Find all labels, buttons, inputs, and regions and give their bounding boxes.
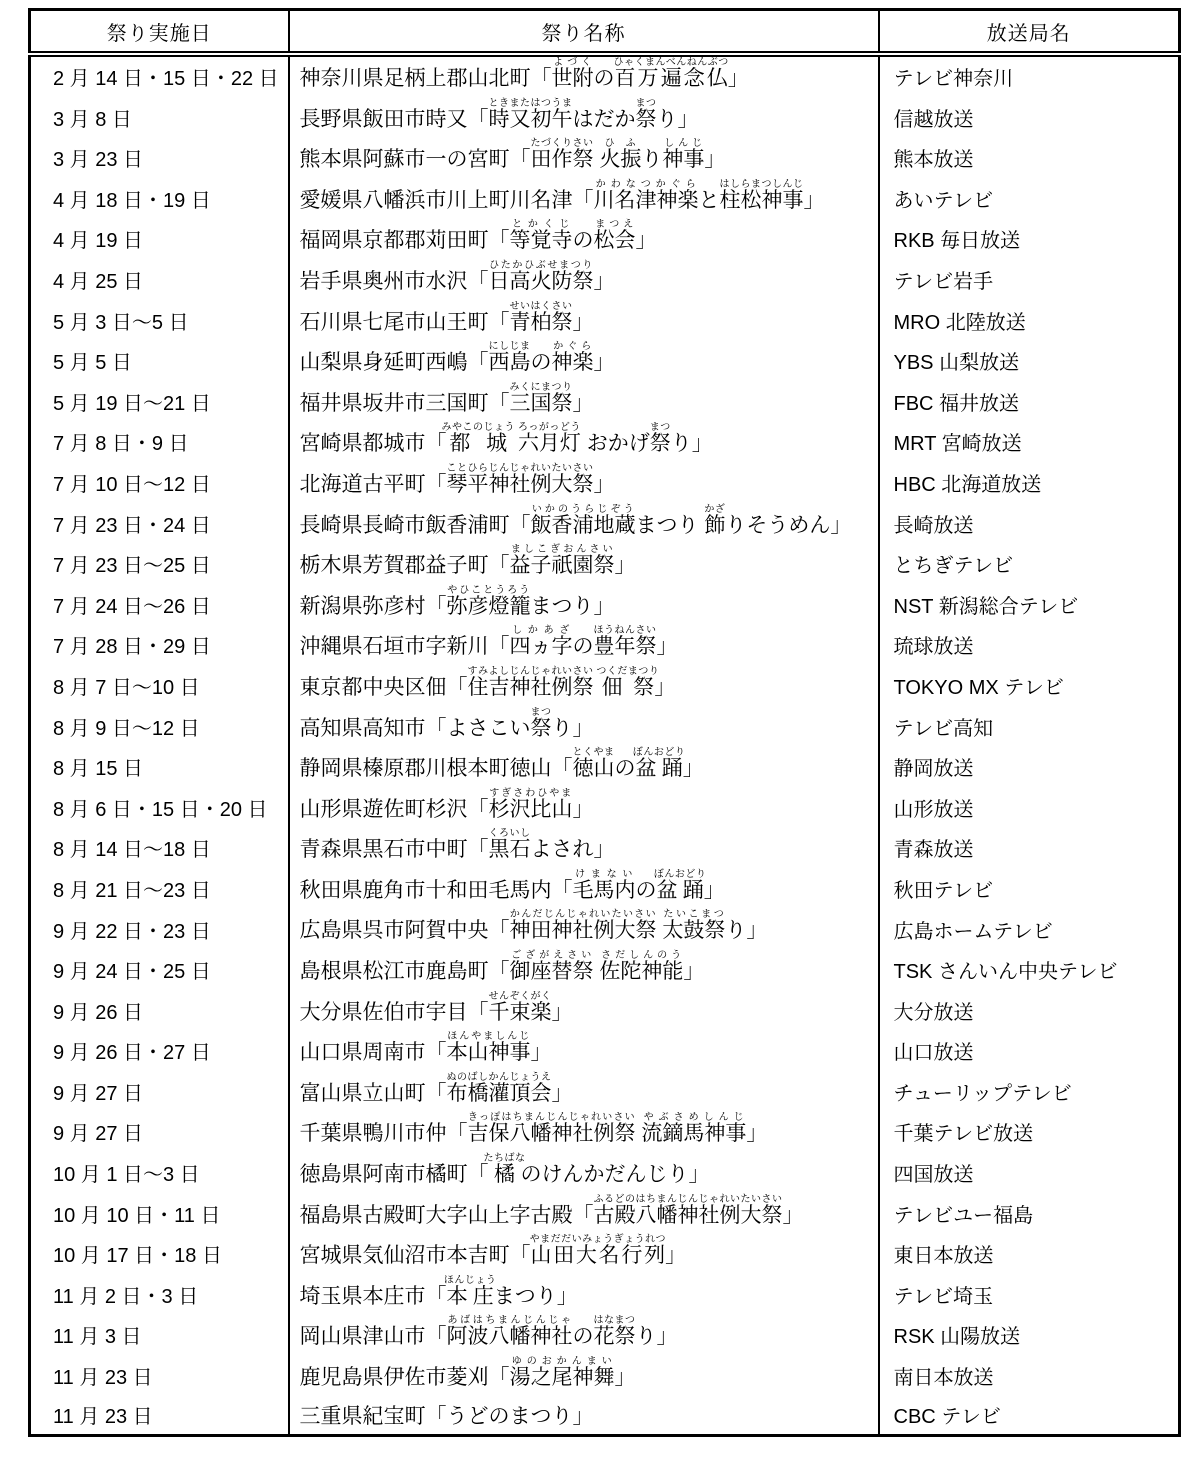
table-row xyxy=(30,1151,1180,1192)
festival-name: 福井県坂井市三国町「三国祭みくにまつり」 xyxy=(289,380,879,421)
station-name: CBC テレビ xyxy=(879,1395,1180,1436)
ruby-annotated-text: 神楽かぐら xyxy=(551,341,594,375)
table-row xyxy=(30,705,1180,746)
ruby-annotated-text: 住吉神社例祭すみよしじんじゃれいさい xyxy=(467,665,594,699)
festival-date: 10 月 17 日・18 日 xyxy=(53,1245,222,1268)
festival-date: 9 月 26 日・27 日 xyxy=(53,1042,211,1065)
festival-date: 7 月 10 日～12 日 xyxy=(53,473,211,496)
festival-name: 宮城県気仙沼市本吉町「山田大名行列やまだだいみょうぎょうれつ」 xyxy=(289,1233,879,1274)
ruby-annotated-text: 川名津神楽かわなつかぐら xyxy=(593,178,699,212)
ruby-annotated-text: 琴平神社例大祭ことひらじんじゃれいたいさい xyxy=(446,462,594,496)
ruby-annotated-text: 流鏑馬神事やぶさめしんじ xyxy=(641,1112,747,1146)
festival-date: 9 月 22 日・23 日 xyxy=(53,920,211,943)
festival-date: 9 月 26 日 xyxy=(53,1001,144,1024)
festival-name: 山口県周南市「本山神事ほんやましんじ」 xyxy=(289,1030,879,1071)
festival-date: 2 月 14 日・15 日・22 日 xyxy=(53,68,279,91)
ruby-annotated-text: 本山神事ほんやましんじ xyxy=(446,1031,531,1065)
ruby-annotated-text: 盆踊ぼんおどり xyxy=(653,868,707,902)
station-name: 熊本放送 xyxy=(879,137,1180,178)
festival-date: 8 月 9 日～12 日 xyxy=(53,717,200,740)
ruby-annotated-text: 世附よづく xyxy=(551,57,594,90)
ruby-annotated-text: 布橋灌頂会ぬのばしかんじょうえ xyxy=(446,1071,552,1105)
ruby-annotated-text: 山田大名行列やまだだいみょうぎょうれつ xyxy=(529,1234,666,1268)
festival-name: 石川県七尾市山王町「青柏祭せいはくさい」 xyxy=(289,299,879,340)
festival-name: 島根県松江市鹿島町「御座替祭ござがえさい 佐陀神能さだしんのう」 xyxy=(289,949,879,990)
station-name: RKB 毎日放送 xyxy=(879,218,1180,259)
ruby-annotated-text: 飾かざ xyxy=(704,503,726,537)
station-name: TSK さんいん中央テレビ xyxy=(879,949,1180,990)
festival-name: 新潟県弥彦村「弥彦燈籠やひことうろうまつり」 xyxy=(289,583,879,624)
station-name: テレビ岩手 xyxy=(879,258,1180,299)
station-name: MRO 北陸放送 xyxy=(879,299,1180,340)
festival-name: 長崎県長崎市飯香浦町「飯香浦地蔵いかのうらじぞうまつり 飾かざりそうめん」 xyxy=(289,502,879,543)
table-row xyxy=(30,1273,1180,1314)
festival-date: 5 月 3 日～5 日 xyxy=(53,311,189,334)
festival-name: 岡山県津山市「阿波八幡神社あばはちまんじんじゃの花祭はなまつり」 xyxy=(289,1314,879,1355)
ruby-annotated-text: 神事しんじ xyxy=(662,138,705,172)
ruby-annotated-text: 祭まつ xyxy=(649,422,671,456)
festival-date: 7 月 24 日～26 日 xyxy=(53,595,211,618)
station-name: 南日本放送 xyxy=(879,1354,1180,1395)
festival-date: 5 月 5 日 xyxy=(53,352,132,375)
station-name: テレビ神奈川 xyxy=(879,54,1180,96)
festival-name: 鹿児島県伊佐市菱刈「湯之尾神舞ゆのおかんまい」 xyxy=(289,1354,879,1395)
station-name: YBS 山梨放送 xyxy=(879,340,1180,381)
festival-name: 福島県古殿町大字山上字古殿「古殿八幡神社例大祭ふるどのはちまんじんじゃれいたいさい」 xyxy=(289,1192,879,1233)
table-row xyxy=(30,421,1180,462)
festival-date: 8 月 21 日～23 日 xyxy=(53,879,211,902)
station-name: テレビ高知 xyxy=(879,705,1180,746)
station-name: 東日本放送 xyxy=(879,1233,1180,1274)
table-row xyxy=(30,218,1180,259)
station-name: TOKYO MX テレビ xyxy=(879,664,1180,705)
table-row xyxy=(30,380,1180,421)
festival-date: 4 月 18 日・19 日 xyxy=(53,189,211,212)
festival-name: 宮崎県都城市「都城みやこのじょう 六月灯ろっがっどう おかげ祭まつり」 xyxy=(289,421,879,462)
station-name: 四国放送 xyxy=(879,1151,1180,1192)
festival-date: 11 月 23 日 xyxy=(53,1406,153,1429)
festival-date: 3 月 8 日 xyxy=(53,108,132,131)
festival-name: 栃木県芳賀郡益子町「益子祇園祭ましこぎおんさい」 xyxy=(289,543,879,584)
ruby-annotated-text: 徳山とくやま xyxy=(572,747,615,781)
ruby-annotated-text: 古殿八幡神社例大祭ふるどのはちまんじんじゃれいたいさい xyxy=(593,1193,783,1227)
ruby-annotated-text: 柱松神事はしらまつしんじ xyxy=(719,178,804,212)
festival-name: 熊本県阿蘇市一の宮町「田作祭たづくりさい 火振ひふり神事しんじ」 xyxy=(289,137,879,178)
festival-date: 7 月 23 日・24 日 xyxy=(53,514,211,537)
festival-date: 4 月 19 日 xyxy=(53,230,144,253)
station-name: HBC 北海道放送 xyxy=(879,461,1180,502)
ruby-annotated-text: 祭まつ xyxy=(635,97,657,131)
table-row xyxy=(30,340,1180,381)
festival-date: 8 月 15 日 xyxy=(53,758,144,781)
station-name: 広島ホームテレビ xyxy=(879,908,1180,949)
ruby-annotated-text: 青柏祭せいはくさい xyxy=(509,300,573,334)
ruby-annotated-text: 湯之尾神舞ゆのおかんまい xyxy=(509,1356,615,1389)
festival-name: 大分県佐伯市宇目「千束楽せんぞくがく」 xyxy=(289,989,879,1030)
ruby-annotated-text: 橘たちばな xyxy=(483,1153,526,1187)
ruby-annotated-text: 六月灯ろっがっどう xyxy=(517,422,581,456)
table-row xyxy=(30,1030,1180,1071)
table-row xyxy=(30,1354,1180,1395)
ruby-annotated-text: 日高火防祭ひたかひぶせまつり xyxy=(488,259,594,293)
festival-name: 高知県高知市「よさこい祭まつり」 xyxy=(289,705,879,746)
station-name: 大分放送 xyxy=(879,989,1180,1030)
festival-name: 三重県紀宝町「うどのまつり」 xyxy=(289,1395,879,1436)
festival-name: 福岡県京都郡苅田町「等覚寺とかくじの松会まつえ」 xyxy=(289,218,879,259)
festival-name: 岩手県奥州市水沢「日高火防祭ひたかひぶせまつり」 xyxy=(289,258,879,299)
festival-name: 徳島県阿南市橘町「橘たちばなのけんかだんじり」 xyxy=(289,1151,879,1192)
festival-name: 青森県黒石市中町「黒石くろいしよされ」 xyxy=(289,827,879,868)
table-row xyxy=(30,664,1180,705)
table-row xyxy=(30,1192,1180,1233)
festival-name: 埼玉県本庄市「本庄ほんじょうまつり」 xyxy=(289,1273,879,1314)
festival-date: 10 月 1 日～3 日 xyxy=(53,1164,200,1187)
ruby-annotated-text: 西島にしじま xyxy=(488,341,531,375)
festival-date: 3 月 23 日 xyxy=(53,149,144,172)
table-row xyxy=(30,786,1180,827)
festival-name: 富山県立山町「布橋灌頂会ぬのばしかんじょうえ」 xyxy=(289,1070,879,1111)
ruby-annotated-text: 杉沢比山すぎさわひやま xyxy=(488,787,573,821)
ruby-annotated-text: 松会まつえ xyxy=(593,219,636,253)
header-date: 祭り実施日 xyxy=(30,10,289,55)
table-row xyxy=(30,624,1180,665)
table-row xyxy=(30,96,1180,137)
ruby-annotated-text: 豊年祭ほうねんさい xyxy=(593,625,657,659)
festival-date: 11 月 23 日 xyxy=(53,1367,153,1390)
table-row xyxy=(30,827,1180,868)
festival-date: 8 月 7 日～10 日 xyxy=(53,676,200,699)
festival-name: 神奈川県足柄上郡山北町「世附よづくの百万遍念仏ひゃくまんべんねんぶつ」 xyxy=(289,54,879,96)
table-row xyxy=(30,1314,1180,1355)
ruby-annotated-text: 都城みやこのじょう xyxy=(441,422,515,456)
ruby-annotated-text: 益子祇園祭ましこぎおんさい xyxy=(509,544,615,578)
station-name: 山口放送 xyxy=(879,1030,1180,1071)
table-row xyxy=(30,461,1180,502)
ruby-annotated-text: 百万遍念仏ひゃくまんべんねんぶつ xyxy=(613,57,729,90)
festival-date: 11 月 2 日・3 日 xyxy=(53,1285,199,1308)
table-row xyxy=(30,1111,1180,1152)
festival-date: 7 月 23 日～25 日 xyxy=(53,555,211,578)
station-name: テレビ埼玉 xyxy=(879,1273,1180,1314)
festival-date: 8 月 14 日～18 日 xyxy=(53,839,211,862)
festival-date: 4 月 25 日 xyxy=(53,271,144,294)
festival-name: 千葉県鴨川市仲「吉保八幡神社例祭きっぽはちまんじんじゃれいさい 流鏑馬神事やぶさめしんじ」 xyxy=(289,1111,879,1152)
ruby-annotated-text: 祭まつ xyxy=(530,706,552,740)
festival-name: 静岡県榛原郡川根本町徳山「徳山とくやまの盆踊ぼんおどり」 xyxy=(289,746,879,787)
festival-name: 愛媛県八幡浜市川上町川名津「川名津神楽かわなつかぐらと柱松神事はしらまつしんじ」 xyxy=(289,177,879,218)
table-row xyxy=(30,502,1180,543)
header-station: 放送局名 xyxy=(879,10,1180,55)
festival-date: 9 月 24 日・25 日 xyxy=(53,961,211,984)
ruby-annotated-text: 本庄ほんじょう xyxy=(443,1274,497,1308)
station-name: テレビユー福島 xyxy=(879,1192,1180,1233)
festival-name: 長野県飯田市時又「時又初午ときまたはつうまはだか祭まつり」 xyxy=(289,96,879,137)
ruby-annotated-text: 吉保八幡神社例祭きっぽはちまんじんじゃれいさい xyxy=(467,1112,636,1146)
festival-date: 10 月 10 日・11 日 xyxy=(53,1204,221,1227)
table-row xyxy=(30,1395,1180,1436)
festival-table-body xyxy=(30,54,1180,1436)
ruby-annotated-text: 千束楽せんぞくがく xyxy=(488,990,552,1024)
ruby-annotated-text: 火振ひふ xyxy=(599,138,642,172)
table-row xyxy=(30,989,1180,1030)
table-row xyxy=(30,137,1180,178)
ruby-annotated-text: 毛馬内けまない xyxy=(572,868,636,902)
festival-date: 8 月 6 日・15 日・20 日 xyxy=(53,798,268,821)
ruby-annotated-text: 阿波八幡神社あばはちまんじんじゃ xyxy=(446,1315,573,1349)
ruby-annotated-text: 黒石くろいし xyxy=(488,828,531,862)
festival-name: 沖縄県石垣市字新川「四ヵ字しかあざの豊年祭ほうねんさい」 xyxy=(289,624,879,665)
table-row xyxy=(30,583,1180,624)
festival-name: 北海道古平町「琴平神社例大祭ことひらじんじゃれいたいさい」 xyxy=(289,461,879,502)
ruby-annotated-text: 弥彦燈籠やひことうろう xyxy=(446,584,531,618)
ruby-annotated-text: 田作祭たづくりさい xyxy=(530,138,594,172)
station-name: チューリップテレビ xyxy=(879,1070,1180,1111)
station-name: 秋田テレビ xyxy=(879,867,1180,908)
station-name: MRT 宮崎放送 xyxy=(879,421,1180,462)
station-name: 琉球放送 xyxy=(879,624,1180,665)
table-row xyxy=(30,54,1180,96)
table-row xyxy=(30,949,1180,990)
station-name: 千葉テレビ放送 xyxy=(879,1111,1180,1152)
table-row xyxy=(30,1070,1180,1111)
festival-name: 東京都中央区佃「住吉神社例祭すみよしじんじゃれいさい 佃祭つくだまつり」 xyxy=(289,664,879,705)
ruby-annotated-text: 盆踊ぼんおどり xyxy=(632,747,686,781)
station-name: 長崎放送 xyxy=(879,502,1180,543)
station-name: 静岡放送 xyxy=(879,746,1180,787)
ruby-annotated-text: 佐陀神能さだしんのう xyxy=(599,950,684,984)
festival-name: 秋田県鹿角市十和田毛馬内「毛馬内けまないの盆踊ぼんおどり」 xyxy=(289,867,879,908)
station-name: RSK 山陽放送 xyxy=(879,1314,1180,1355)
ruby-annotated-text: 御座替祭ござがえさい xyxy=(509,950,594,984)
ruby-annotated-text: 佃祭つくだまつり xyxy=(596,665,660,699)
table-row xyxy=(30,867,1180,908)
festival-date: 7 月 8 日・9 日 xyxy=(53,433,189,456)
festival-date: 7 月 28 日・29 日 xyxy=(53,636,211,659)
table-row xyxy=(30,746,1180,787)
table-row xyxy=(30,543,1180,584)
table-row xyxy=(30,1233,1180,1274)
station-name: あいテレビ xyxy=(879,177,1180,218)
ruby-annotated-text: 飯香浦地蔵いかのうらじぞう xyxy=(530,503,636,537)
festival-date: 9 月 27 日 xyxy=(53,1082,144,1105)
festival-name: 山梨県身延町西嶋「西島にしじまの神楽かぐら」 xyxy=(289,340,879,381)
station-name: NST 新潟総合テレビ xyxy=(879,583,1180,624)
ruby-annotated-text: 神田神社例大祭かんだじんじゃれいたいさい xyxy=(509,909,657,943)
station-name: 信越放送 xyxy=(879,96,1180,137)
station-name: 山形放送 xyxy=(879,786,1180,827)
station-name: とちぎテレビ xyxy=(879,543,1180,584)
ruby-annotated-text: 時又初午ときまたはつうま xyxy=(488,97,573,131)
ruby-annotated-text: 花祭はなまつ xyxy=(593,1315,636,1349)
ruby-annotated-text: 三国祭みくにまつり xyxy=(509,381,573,415)
header-row xyxy=(30,10,1180,55)
table-row xyxy=(30,177,1180,218)
ruby-annotated-text: 等覚寺とかくじ xyxy=(509,219,573,253)
festival-date: 5 月 19 日～21 日 xyxy=(53,392,211,415)
table-header xyxy=(30,10,1180,55)
festival-date: 9 月 27 日 xyxy=(53,1123,144,1146)
festival-name: 山形県遊佐町杉沢「杉沢比山すぎさわひやま」 xyxy=(289,786,879,827)
festival-date: 11 月 3 日 xyxy=(53,1326,142,1349)
station-name: FBC 福井放送 xyxy=(879,380,1180,421)
festival-name: 広島県呉市阿賀中央「神田神社例大祭かんだじんじゃれいたいさい 太鼓祭たいこまつり」 xyxy=(289,908,879,949)
table-row xyxy=(30,299,1180,340)
ruby-annotated-text: 太鼓祭たいこまつ xyxy=(662,909,726,943)
festival-table xyxy=(28,8,1181,1437)
table-row xyxy=(30,258,1180,299)
table-row xyxy=(30,908,1180,949)
ruby-annotated-text: 四ヵ字しかあざ xyxy=(509,625,573,659)
header-name: 祭り名称 xyxy=(289,10,879,55)
station-name: 青森放送 xyxy=(879,827,1180,868)
